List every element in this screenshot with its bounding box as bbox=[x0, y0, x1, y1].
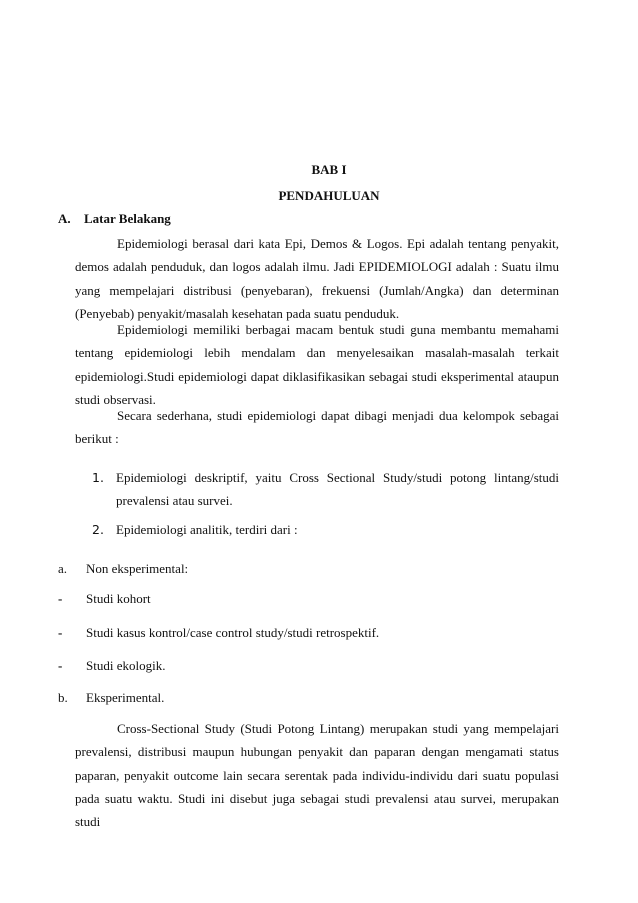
list-item-text: Epidemiologi analitik, terdiri dari : bbox=[116, 522, 298, 537]
sub-list-marker: b. bbox=[58, 690, 68, 705]
section-heading bbox=[58, 211, 171, 227]
sub-list-item bbox=[58, 656, 165, 676]
sub-list-marker: - bbox=[58, 625, 63, 640]
list-item-text: Epidemiologi deskriptif, yaitu Cross Sectional Study/studi potong lintang/studi prevalensi atau survei. bbox=[116, 470, 559, 509]
sub-list-text: Eksperimental. bbox=[86, 690, 165, 705]
section-number: A. bbox=[58, 211, 71, 226]
paragraph-study-forms: Epidemiologi memiliki berbagai macam bentuk studi guna membantu memahami tentang epidemiologi lebih mendalam dan menyelesaikan masalah-masalah terkait epidemiologi.Studi epidemiologi dapat diklasifikasikan sebagai studi eksperimental ataupun studi observasi. bbox=[75, 322, 559, 407]
sub-list-text: Studi ekologik. bbox=[86, 658, 166, 673]
sub-list-text: Non eksperimental: bbox=[86, 561, 189, 576]
chapter-title: PENDAHULUAN bbox=[278, 188, 380, 203]
sub-list-marker: a. bbox=[58, 561, 68, 576]
list-item bbox=[92, 466, 559, 513]
sub-list-marker: - bbox=[58, 658, 63, 673]
sub-list-text: Studi kasus kontrol/case control study/studi retrospektif. bbox=[86, 625, 380, 640]
sub-list-marker: - bbox=[58, 591, 63, 606]
list-item bbox=[92, 518, 559, 541]
sub-list-item bbox=[58, 688, 164, 708]
list-marker: 1. bbox=[92, 470, 104, 485]
sub-list-item bbox=[58, 623, 379, 643]
chapter-number: BAB I bbox=[311, 162, 347, 177]
sub-list-item bbox=[58, 589, 151, 609]
sub-list-text: Studi kohort bbox=[86, 591, 151, 606]
paragraph-groups-intro: Secara sederhana, studi epidemiologi dapat dibagi menjadi dua kelompok sebagai berikut : bbox=[75, 408, 559, 447]
sub-list-item bbox=[58, 559, 188, 579]
section-title: Latar Belakang bbox=[84, 211, 171, 226]
paragraph-cross-sectional: Cross-Sectional Study (Studi Potong Lintang) merupakan studi yang mempelajari prevalensi, distribusi maupun hubungan penyakit dan paparan dengan mengamati status paparan, penyakit outcome lain secara serentak pada individu-individu dari suatu populasi pada suatu waktu. Studi ini disebut juga sebagai studi prevalensi atau survei, merupakan studi bbox=[75, 721, 559, 830]
list-marker: 2. bbox=[92, 522, 104, 537]
paragraph-definition: Epidemiologi berasal dari kata Epi, Demos & Logos. Epi adalah tentang penyakit, demos adalah penduduk, dan logos adalah ilmu. Jadi EPIDEMIOLOGI adalah : Suatu ilmu yang mempelajari distribusi (penyebaran), frekuensi (Jumlah/Angka) dan determinan (Penyebab) penyakit/masalah kesehatan pada suatu penduduk. bbox=[75, 236, 559, 321]
